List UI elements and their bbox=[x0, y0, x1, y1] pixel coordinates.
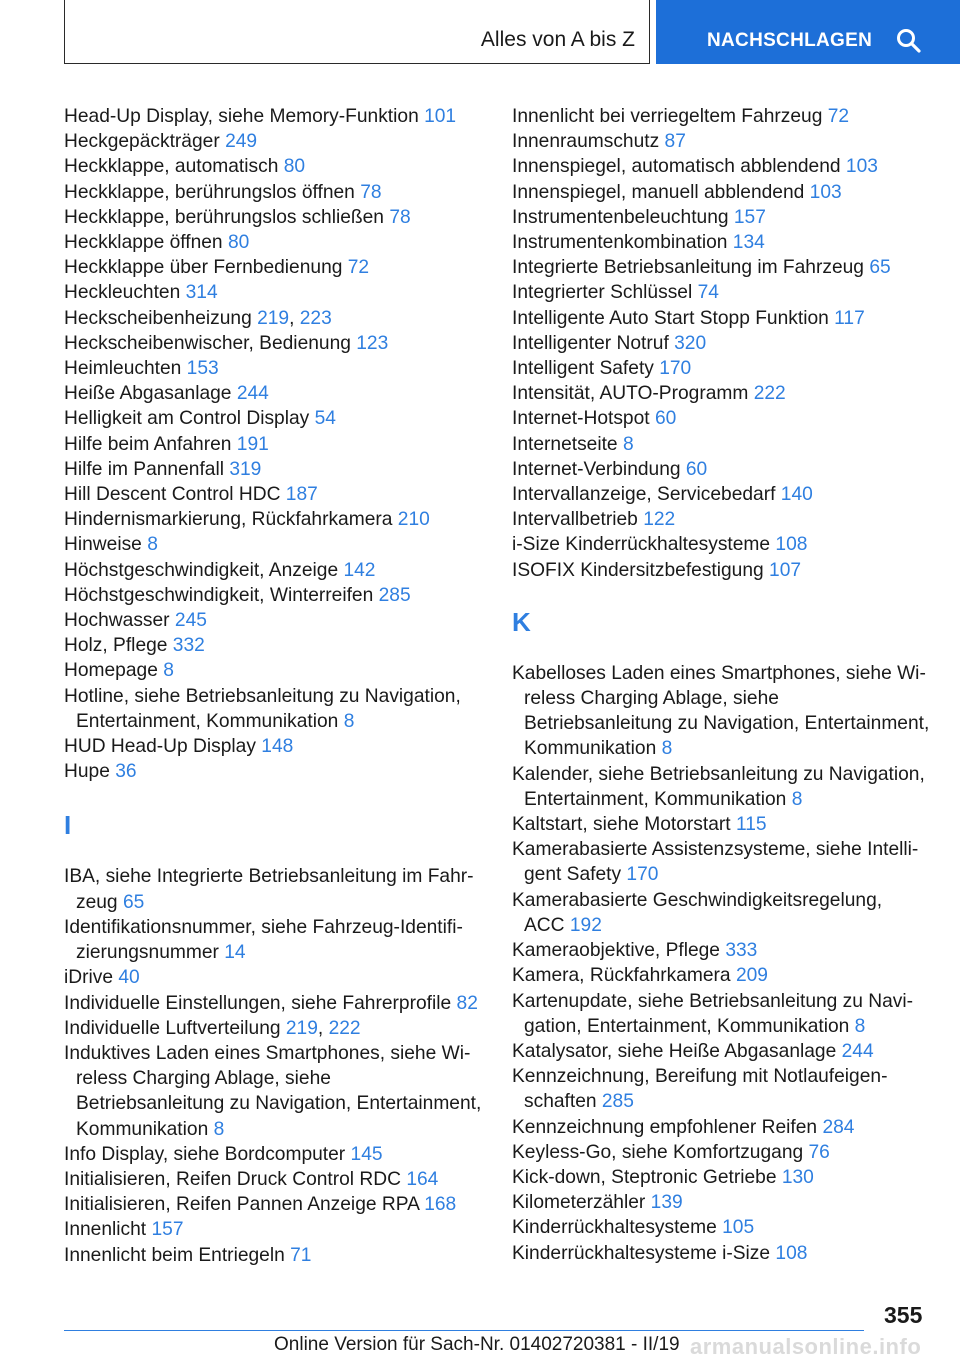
page-link[interactable]: 157 bbox=[151, 1219, 184, 1241]
entry-text: Kamerabasierte Assistenzsysteme, siehe Intelli- bbox=[512, 839, 919, 861]
entry-text: Internet-Verbindung bbox=[512, 458, 681, 480]
page-link[interactable]: 117 bbox=[834, 307, 865, 329]
index-entry bbox=[64, 457, 484, 482]
index-entry bbox=[512, 381, 932, 406]
page-link[interactable]: 8 bbox=[791, 788, 803, 810]
page-link[interactable]: 8 bbox=[343, 710, 355, 732]
entry-text: Heckklappe, automatisch bbox=[64, 156, 279, 178]
entry-text: Kommunikation bbox=[524, 738, 657, 760]
index-entry bbox=[512, 457, 932, 482]
page-link[interactable]: 108 bbox=[775, 1242, 808, 1264]
entry-text: Heckscheibenheizung bbox=[64, 307, 252, 329]
entry-text: Internetseite bbox=[512, 433, 618, 455]
index-entry bbox=[64, 432, 484, 457]
page-link[interactable]: 80 bbox=[227, 232, 250, 254]
entry-text: Initialisieren, Reifen Pannen Anzeige RPA bbox=[64, 1194, 419, 1216]
page-link[interactable]: 219 bbox=[285, 1017, 318, 1039]
page-link[interactable]: 142 bbox=[343, 559, 376, 581]
page-link[interactable]: 223 bbox=[299, 307, 332, 329]
page-link[interactable]: 65 bbox=[122, 891, 145, 913]
footer-version-text: Online Version für Sach-Nr. 01402720381 - II/19 bbox=[274, 1334, 680, 1355]
index-entry bbox=[512, 432, 932, 457]
section-letter: K bbox=[512, 606, 531, 637]
entry-text: gent Safety bbox=[524, 864, 622, 886]
entry-text: Kennzeichnung empfohlener Reifen bbox=[512, 1116, 818, 1138]
entry-text: Kaltstart, siehe Motorstart bbox=[512, 814, 731, 836]
page-link[interactable]: 8 bbox=[661, 738, 673, 760]
entry-text: HUD Head-Up Display bbox=[64, 736, 256, 758]
entry-text: Intelligente Auto Start Stopp Funktion bbox=[512, 307, 829, 329]
page-link[interactable]: 80 bbox=[283, 156, 306, 178]
index-entry bbox=[512, 482, 932, 507]
section-letter: I bbox=[64, 810, 72, 841]
page-link[interactable]: 60 bbox=[685, 458, 708, 480]
page-link[interactable]: 157 bbox=[733, 206, 766, 228]
entry-text: Helligkeit am Control Display bbox=[64, 408, 310, 430]
page-header bbox=[0, 0, 960, 66]
entry-text: Hupe bbox=[64, 761, 110, 783]
page-link[interactable]: 314 bbox=[185, 282, 218, 304]
page-link[interactable]: 8 bbox=[622, 433, 634, 455]
entry-text: Entertainment, Kommunikation bbox=[524, 788, 787, 810]
entry-text: Induktives Laden eines Smartphones, siehe Wi- bbox=[64, 1042, 471, 1064]
page-link[interactable]: 103 bbox=[845, 156, 878, 178]
index-entry bbox=[64, 583, 484, 608]
entry-text: Homepage bbox=[64, 660, 158, 682]
index-entry bbox=[64, 406, 484, 431]
entry-text: Kinderrückhaltesysteme i-Size bbox=[512, 1242, 771, 1264]
entry-text: Kick-down, Steptronic Getriebe bbox=[512, 1166, 777, 1188]
entry-text: zierungsnummer bbox=[76, 942, 219, 964]
index-entry bbox=[512, 1241, 932, 1266]
entry-text: ACC bbox=[524, 914, 565, 936]
index-entry bbox=[64, 104, 484, 129]
index-entry bbox=[64, 608, 484, 633]
entry-text: Betriebsanleitung zu Navigation, Entertainment, bbox=[76, 1093, 482, 1115]
entry-text: Kennzeichnung, Bereifung mit Notlaufeigen- bbox=[512, 1066, 888, 1088]
index-entry bbox=[512, 1064, 932, 1114]
index-entry bbox=[512, 661, 932, 762]
page-link[interactable]: 72 bbox=[827, 106, 850, 127]
index-entry bbox=[512, 558, 932, 583]
entry-text: Kamera, Rückfahrkamera bbox=[512, 965, 731, 987]
page-link[interactable]: 140 bbox=[780, 484, 813, 506]
entry-text: Hinweise bbox=[64, 534, 142, 556]
entry-text: Kilometerzähler bbox=[512, 1192, 646, 1214]
entry-text: Initialisieren, Reifen Druck Control RDC bbox=[64, 1168, 401, 1190]
index-entry bbox=[64, 1192, 484, 1217]
entry-text: Innenlicht bei verriegeltem Fahrzeug bbox=[512, 106, 823, 127]
entry-text: Hill Descent Control HDC bbox=[64, 484, 281, 506]
page-link[interactable]: 319 bbox=[229, 458, 262, 480]
page-link[interactable]: 245 bbox=[174, 610, 207, 632]
index-entry bbox=[512, 1190, 932, 1215]
page-link[interactable]: 164 bbox=[406, 1168, 439, 1190]
footer-divider bbox=[64, 1330, 864, 1331]
entry-text: reless Charging Ablage, siehe bbox=[524, 688, 779, 710]
index-entry bbox=[512, 255, 932, 280]
entry-text: Innenspiegel, automatisch abblendend bbox=[512, 156, 841, 178]
entry-text: Heckgepäckträger bbox=[64, 131, 220, 153]
entry-text: Holz, Pflege bbox=[64, 635, 168, 657]
index-entry bbox=[512, 230, 932, 255]
page-link[interactable]: 210 bbox=[397, 509, 430, 531]
page-link[interactable]: 87 bbox=[664, 131, 686, 153]
entry-text: Instrumentenbeleuchtung bbox=[512, 206, 729, 228]
entry-text: Intelligent Safety bbox=[512, 358, 654, 380]
index-entry bbox=[512, 532, 932, 557]
nachschlagen-label: NACHSCHLAGEN bbox=[707, 30, 873, 51]
page-link[interactable]: 107 bbox=[769, 559, 802, 581]
page-link[interactable]: 320 bbox=[674, 332, 707, 354]
page-link[interactable]: 191 bbox=[236, 433, 269, 455]
entry-text: Höchstgeschwindigkeit, Winterreifen bbox=[64, 584, 374, 606]
page-link[interactable]: 103 bbox=[809, 181, 842, 203]
page-link[interactable]: 168 bbox=[424, 1194, 457, 1216]
entry-text: Instrumentenkombination bbox=[512, 232, 728, 254]
page-link[interactable]: 8 bbox=[163, 660, 174, 682]
page-link[interactable]: 222 bbox=[328, 1017, 361, 1039]
entry-text: Individuelle Luftverteilung bbox=[64, 1017, 281, 1039]
index-entry bbox=[512, 812, 932, 837]
entry-text: Kartenupdate, siehe Betriebsanleitung zu Navi- bbox=[512, 990, 914, 1012]
entry-text: Intelligenter Notruf bbox=[512, 332, 669, 354]
page-link[interactable]: 170 bbox=[626, 864, 659, 886]
index-entry: Individuelle Luftverteilung 219, 222 bbox=[64, 1017, 361, 1039]
entry-text: ISOFIX Kindersitzbefestigung bbox=[512, 559, 764, 581]
entry-text: Heimleuchten bbox=[64, 358, 182, 380]
section-tab-label: Alles von A bis Z bbox=[480, 28, 635, 51]
page-link[interactable]: 249 bbox=[225, 131, 258, 153]
index-entry bbox=[64, 864, 484, 914]
index-entry bbox=[512, 989, 932, 1039]
page-link[interactable]: 108 bbox=[775, 534, 808, 556]
page-link[interactable]: 222 bbox=[753, 383, 786, 405]
entry-text: Heckleuchten bbox=[64, 282, 181, 304]
page-link[interactable]: 60 bbox=[654, 408, 677, 430]
index-entry: Heckscheibenheizung 219, 223 bbox=[64, 307, 332, 329]
index-entry bbox=[512, 1115, 932, 1140]
entry-text: Kommunikation bbox=[76, 1118, 209, 1140]
index-entry bbox=[64, 255, 484, 280]
entry-text: Intervallbetrieb bbox=[512, 509, 638, 531]
page-link[interactable]: 285 bbox=[601, 1091, 634, 1113]
entry-text: Intervallanzeige, Servicebedarf bbox=[512, 484, 776, 506]
index-entry bbox=[64, 1041, 484, 1142]
nachschlagen-tab[interactable] bbox=[656, 0, 960, 64]
page-link[interactable]: 78 bbox=[360, 181, 382, 203]
entry-text: Innenlicht bbox=[64, 1219, 147, 1241]
entry-text: Entertainment, Kommunikation bbox=[76, 710, 339, 732]
index-entry bbox=[512, 306, 932, 331]
index-entry bbox=[512, 205, 932, 230]
page-link[interactable]: 285 bbox=[378, 584, 411, 606]
entry-text: Keyless-Go, siehe Komfortzugang bbox=[512, 1141, 804, 1163]
index-entry bbox=[512, 1039, 932, 1064]
index-entry bbox=[512, 762, 932, 812]
index-entry bbox=[64, 1142, 484, 1167]
index-entry bbox=[64, 558, 484, 583]
entry-text: IBA, siehe Integrierte Betriebsanleitung im Fahr- bbox=[64, 866, 474, 888]
page-link[interactable]: 187 bbox=[285, 484, 318, 506]
page-link[interactable]: 101 bbox=[424, 106, 457, 127]
page-link[interactable]: 54 bbox=[314, 408, 336, 430]
entry-text: Kalender, siehe Betriebsanleitung zu Navigation, bbox=[512, 763, 925, 785]
search-icon[interactable] bbox=[896, 28, 922, 54]
index-entry bbox=[512, 104, 932, 129]
entry-text: Hochwasser bbox=[64, 610, 170, 632]
index-entry bbox=[64, 154, 484, 179]
page-link[interactable]: 76 bbox=[808, 1141, 830, 1163]
page-link[interactable]: 74 bbox=[697, 282, 719, 304]
page-link[interactable]: 8 bbox=[147, 534, 158, 556]
index-entry bbox=[64, 205, 484, 230]
page-link[interactable]: 78 bbox=[389, 206, 411, 228]
index-entry bbox=[512, 280, 932, 305]
page-link[interactable]: 8 bbox=[854, 1015, 866, 1037]
index-entry bbox=[64, 915, 484, 965]
index-column-left bbox=[64, 104, 484, 1268]
entry-text: Innenraumschutz bbox=[512, 131, 660, 153]
entry-text: Internet-Hotspot bbox=[512, 408, 650, 430]
index-entry bbox=[64, 991, 484, 1016]
entry-text: Innenspiegel, manuell abblendend bbox=[512, 181, 805, 203]
index-entry bbox=[64, 381, 484, 406]
entry-text: Intensität, AUTO-Programm bbox=[512, 383, 749, 405]
entry-text: Heckklappe, berührungslos schließen bbox=[64, 206, 384, 228]
index-entry bbox=[64, 759, 484, 784]
page-link[interactable]: 148 bbox=[261, 736, 294, 758]
page-link[interactable]: 170 bbox=[659, 358, 692, 380]
index-entry bbox=[64, 180, 484, 205]
index-entry bbox=[512, 888, 932, 938]
entry-text: Heiße Abgasanlage bbox=[64, 383, 232, 405]
index-entry bbox=[64, 482, 484, 507]
page-link[interactable]: 284 bbox=[822, 1116, 855, 1138]
entry-text: Höchstgeschwindigkeit, Anzeige bbox=[64, 559, 339, 581]
page-link[interactable]: 36 bbox=[115, 761, 137, 783]
index-entry bbox=[64, 1217, 484, 1242]
index-entry bbox=[512, 154, 932, 179]
entry-text: Hindernismarkierung, Rückfahrkamera bbox=[64, 509, 393, 531]
page-link[interactable]: 332 bbox=[172, 635, 205, 657]
page-link[interactable]: 71 bbox=[290, 1244, 312, 1266]
entry-text: Kinderrückhaltesysteme bbox=[512, 1217, 717, 1239]
entry-text: Kabelloses Laden eines Smartphones, siehe Wi- bbox=[512, 662, 926, 684]
index-entry bbox=[64, 532, 484, 557]
page-link[interactable]: 65 bbox=[869, 257, 891, 279]
page-link[interactable]: 139 bbox=[650, 1192, 683, 1214]
entry-text: Heckscheibenwischer, Bedienung bbox=[64, 332, 351, 354]
page-link[interactable]: 72 bbox=[347, 257, 370, 279]
entry-text: Integrierter Schlüssel bbox=[512, 282, 693, 304]
index-entry bbox=[512, 837, 932, 887]
index-entry bbox=[64, 633, 484, 658]
entry-text: Head-Up Display, siehe Memory-Funktion bbox=[64, 106, 419, 127]
entry-text: gation, Entertainment, Kommunikation bbox=[524, 1015, 850, 1037]
entry-text: Innenlicht beim Entriegeln bbox=[64, 1244, 285, 1266]
index-entry bbox=[64, 331, 484, 356]
page-link[interactable]: 192 bbox=[569, 914, 602, 936]
index-entry bbox=[512, 938, 932, 963]
page-link[interactable]: 219 bbox=[257, 307, 290, 329]
index-entry bbox=[512, 1140, 932, 1165]
page-link[interactable]: 122 bbox=[643, 509, 676, 531]
page-link[interactable]: 123 bbox=[356, 332, 389, 354]
index-entry bbox=[64, 280, 484, 305]
entry-text: iDrive bbox=[64, 967, 114, 989]
index-entry bbox=[64, 684, 484, 734]
entry-text: Integrierte Betriebsanleitung im Fahrzeug bbox=[512, 257, 864, 279]
entry-text: Kamerabasierte Geschwindigkeitsregelung, bbox=[512, 889, 883, 911]
index-entry bbox=[64, 1243, 484, 1268]
index-entry bbox=[64, 129, 484, 154]
page-link[interactable]: 105 bbox=[722, 1217, 755, 1239]
entry-text: Hilfe im Pannenfall bbox=[64, 458, 224, 480]
entry-text: Identifikationsnummer, siehe Fahrzeug-Identifi- bbox=[64, 916, 463, 938]
index-entry bbox=[512, 356, 932, 381]
index-entry bbox=[64, 230, 484, 255]
page-link[interactable]: 8 bbox=[213, 1118, 225, 1140]
index-entry bbox=[512, 180, 932, 205]
index-entry bbox=[64, 734, 484, 759]
entry-text: Individuelle Einstellungen, siehe Fahrerprofile bbox=[64, 992, 452, 1014]
index-entry bbox=[512, 129, 932, 154]
page-link[interactable]: 82 bbox=[456, 992, 478, 1014]
entry-text: Kameraobjektive, Pflege bbox=[512, 940, 720, 962]
page-link[interactable]: 115 bbox=[735, 814, 767, 836]
index-entry bbox=[512, 1165, 932, 1190]
section-tab[interactable] bbox=[64, 0, 650, 64]
index-entry bbox=[512, 507, 932, 532]
page-link[interactable]: 134 bbox=[732, 232, 765, 254]
index-entry bbox=[512, 963, 932, 988]
watermark-text: armanualsonline.info bbox=[690, 1334, 922, 1359]
index-column-right bbox=[512, 104, 932, 1266]
entry-text: Hilfe beim Anfahren bbox=[64, 433, 232, 455]
entry-text: Hotline, siehe Betriebsanleitung zu Navigation, bbox=[64, 685, 461, 707]
entry-text: schaften bbox=[524, 1091, 597, 1113]
page-link[interactable]: 333 bbox=[725, 940, 758, 962]
entry-text: i-Size Kinderrückhaltesysteme bbox=[512, 534, 771, 556]
entry-text: reless Charging Ablage, siehe bbox=[76, 1068, 331, 1090]
page-link[interactable]: 130 bbox=[781, 1166, 814, 1188]
entry-text: Katalysator, siehe Heiße Abgasanlage bbox=[512, 1040, 837, 1062]
index-entry bbox=[512, 331, 932, 356]
index-entry bbox=[512, 1215, 932, 1240]
index-entry bbox=[64, 965, 484, 990]
entry-text: Info Display, siehe Bordcomputer bbox=[64, 1143, 346, 1165]
index-entry bbox=[512, 406, 932, 431]
index-entry bbox=[64, 658, 484, 683]
entry-text: Heckklappe, berührungslos öffnen bbox=[64, 181, 355, 203]
page-link[interactable]: 40 bbox=[118, 967, 140, 989]
page-link[interactable]: 244 bbox=[841, 1040, 874, 1062]
page-number: 355 bbox=[884, 1302, 923, 1328]
page-link[interactable]: 145 bbox=[350, 1143, 383, 1165]
entry-text: Betriebsanleitung zu Navigation, Entertainment, bbox=[524, 713, 930, 735]
index-entry bbox=[64, 507, 484, 532]
page-link[interactable]: 244 bbox=[236, 383, 269, 405]
entry-text: zeug bbox=[76, 891, 118, 913]
entry-text: Heckklappe über Fernbedienung bbox=[64, 257, 343, 279]
page-link[interactable]: 209 bbox=[735, 965, 768, 987]
page-link[interactable]: 153 bbox=[186, 358, 219, 380]
index-entry bbox=[64, 1167, 484, 1192]
page-link[interactable]: 14 bbox=[224, 942, 246, 964]
entry-text: Heckklappe öffnen bbox=[64, 232, 223, 254]
index-entry bbox=[64, 356, 484, 381]
